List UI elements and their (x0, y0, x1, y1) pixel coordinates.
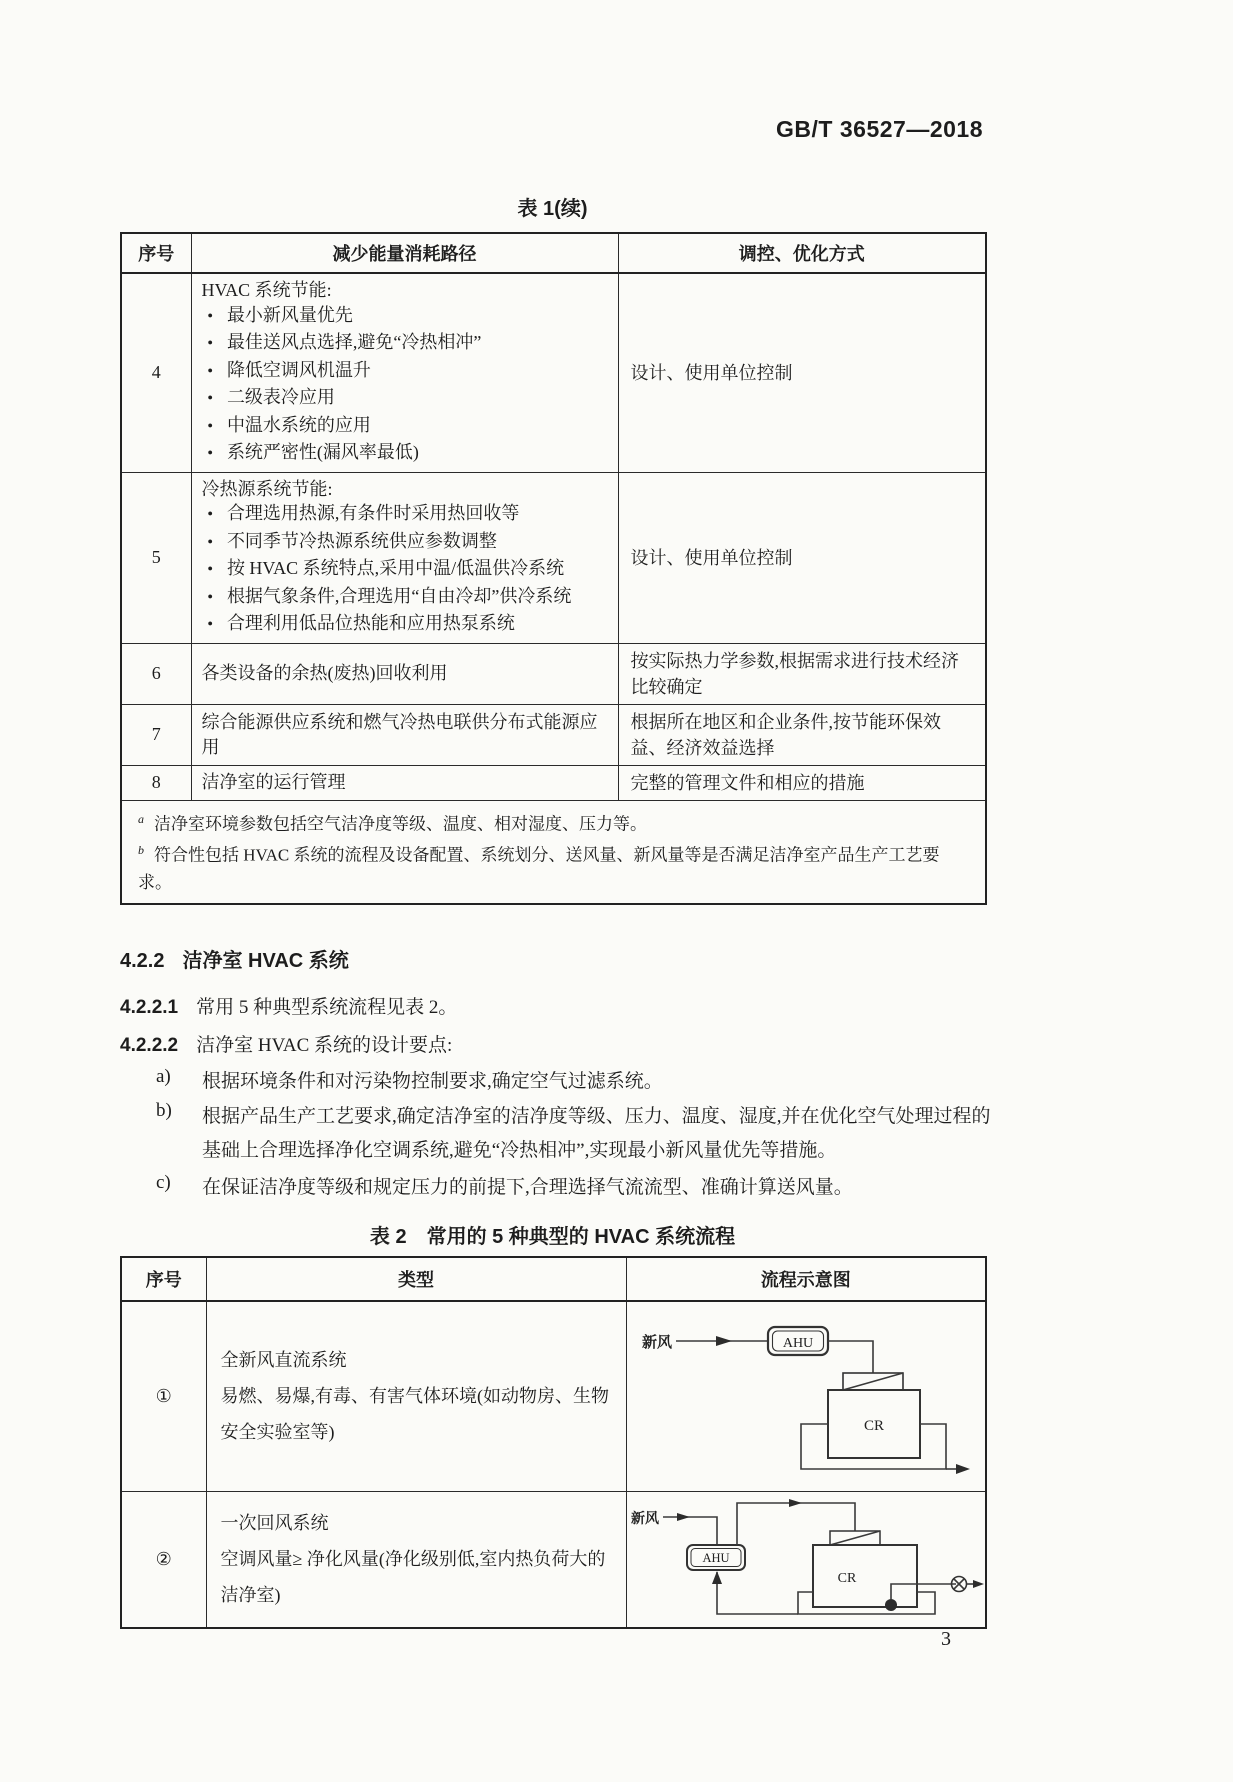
page-number: 3 (941, 1628, 951, 1650)
clause-4-2-2-2 (120, 1030, 452, 1057)
footnote-a-marker: a (138, 811, 144, 826)
clause-number: 4.2.2.1 (120, 997, 179, 1018)
list-label-a: a) (156, 1066, 171, 1087)
row7-path: 综合能源供应系统和燃气冷热电联供分布式能源应用 (191, 704, 618, 765)
flow-arrow-icon (716, 1336, 732, 1346)
row6-path: 各类设备的余热(废热)回收利用 (191, 643, 618, 704)
row8-control: 完整的管理文件和相应的措施 (618, 765, 986, 800)
bullet-item: ● 合理利用低品位热能和应用热泵系统 (202, 611, 608, 639)
clause-text: 常用 5 种典型系统流程见表 2。 (196, 997, 458, 1018)
filter-diagonal (830, 1531, 880, 1545)
return-duct (798, 1592, 935, 1614)
fresh-air-label: 新风 (630, 1511, 659, 1527)
table1-title: 表 1(续) (517, 198, 588, 220)
exhaust-arrow-icon (973, 1580, 984, 1588)
fan-icon (885, 1599, 897, 1611)
row8-no: 8 (121, 765, 191, 800)
fresh-air-duct (663, 1517, 717, 1545)
table2 (120, 1256, 987, 1629)
ahu-label: AHU (701, 1550, 730, 1565)
table1 (120, 232, 987, 905)
row6-no: 6 (121, 643, 191, 704)
list-item-a: 根据环境条件和对污染物控制要求,确定空气过滤系统。 (202, 1071, 663, 1092)
bullet-item: ● 合理选用热源,有条件时采用热回收等 (202, 501, 608, 529)
ahu-label: AHU (782, 1335, 813, 1351)
table2-row-1 (121, 1301, 986, 1491)
bullet-item: ● 最佳送风点选择,避免“冷热相冲” (202, 330, 608, 358)
table1-header-path: 减少能量消耗路径 (191, 233, 618, 273)
bullet-item: ● 中温水系统的应用 (202, 413, 608, 441)
row4-path (191, 273, 618, 472)
table1-row-6 (121, 643, 986, 704)
table1-row-5 (121, 472, 986, 643)
row4-control: 设计、使用单位控制 (618, 273, 986, 472)
table1-footnote-row (121, 800, 986, 904)
cleanroom-label: CR (837, 1570, 856, 1586)
list-label-b: b) (156, 1100, 172, 1121)
table2-header-no: 序号 (121, 1257, 206, 1301)
list-label-c: c) (156, 1172, 171, 1193)
t2row1-no: ① (121, 1301, 206, 1491)
primary-return-air-flow-diagram (629, 1494, 985, 1620)
cleanroom-box (813, 1545, 917, 1607)
system-type-desc: 空调风量≥ 净化风量(净化级别低,室内热负荷大的洁净室) (220, 1549, 606, 1605)
bullet-item: ● 根据气象条件,合理选用“自由冷却”供冷系统 (202, 584, 608, 612)
t2row2-no: ② (121, 1491, 206, 1628)
row7-no: 7 (121, 704, 191, 765)
section-title: 洁净室 HVAC 系统 (182, 950, 349, 972)
row6-control: 按实际热力学参数,根据需求进行技术经济比较确定 (618, 643, 986, 704)
return-arrow-icon (712, 1571, 722, 1584)
cleanroom-label: CR (863, 1417, 884, 1434)
duct-line (828, 1341, 873, 1373)
footnote-b-text: 符合性包括 HVAC 系统的流程及设备配置、系统划分、送风量、新风量等是否满足洁净室产品生产工艺要求。 (138, 845, 940, 892)
table1-row-4 (121, 273, 986, 472)
clause-number: 4.2.2.2 (120, 1035, 179, 1056)
footnote-b-marker: b (138, 843, 144, 858)
table1-row-7 (121, 704, 986, 765)
footnote-b (138, 837, 973, 896)
table2-header-type: 类型 (206, 1257, 626, 1301)
bullet-item: ● 按 HVAC 系统特点,采用中温/低温供冷系统 (202, 556, 608, 584)
table1-row-8 (121, 765, 986, 800)
t2row1-type (206, 1301, 626, 1491)
supply-duct (737, 1503, 855, 1545)
footnote-a-text: 洁净室环境参数包括空气洁净度等级、温度、相对湿度、压力等。 (154, 814, 647, 834)
row5-path (191, 472, 618, 643)
list-item-c: 在保证洁净度等级和规定压力的前提下,合理选择气流流型、准确计算送风量。 (202, 1177, 853, 1198)
flow-arrow-icon (677, 1513, 690, 1521)
row8-path: 洁净室的运行管理 (191, 765, 618, 800)
section-4-2-2-heading (120, 944, 349, 973)
table1-header-no: 序号 (121, 233, 191, 273)
list-item-b: 根据产品生产工艺要求,确定洁净室的洁净度等级、压力、温度、湿度,并在优化空气处理过程的基础上合理选择净化空调系统,避免“冷热相冲”,实现最小新风量优先等措施。 (202, 1106, 991, 1161)
table1-footnotes (121, 800, 986, 904)
table2-header-row (121, 1257, 986, 1301)
bullet-item: ● 二级表冷应用 (202, 385, 608, 413)
row5-path-title: 冷热源系统节能: (201, 478, 333, 499)
footnote-a (138, 806, 973, 838)
row7-control: 根据所在地区和企业条件,按节能环保效益、经济效益选择 (618, 704, 986, 765)
system-type-desc: 易燃、易爆,有毒、有害气体环境(如动物房、生物安全实验室等) (220, 1386, 609, 1443)
filter-diagonal (843, 1373, 903, 1390)
clause-text: 洁净室 HVAC 系统的设计要点: (196, 1035, 453, 1056)
row5-no: 5 (121, 472, 191, 643)
table1-header-control: 调控、优化方式 (618, 233, 986, 273)
clause-4-2-2-1 (120, 992, 457, 1019)
section-number: 4.2.2 (120, 950, 165, 972)
row5-control: 设计、使用单位控制 (618, 472, 986, 643)
bullet-item: ● 不同季节冷热源系统供应参数调整 (202, 529, 608, 557)
bullet-item: ● 最小新风量优先 (202, 303, 608, 331)
return-to-ahu-duct (717, 1572, 798, 1614)
t2row2-type (206, 1491, 626, 1628)
bullet-item: ● 系统严密性(漏风率最低) (202, 440, 608, 468)
table2-header-diagram: 流程示意图 (626, 1257, 986, 1301)
table2-row-2 (121, 1491, 986, 1628)
t2row1-diagram (626, 1301, 986, 1491)
full-fresh-air-flow-diagram (640, 1310, 972, 1478)
bullet-item: ● 降低空调风机温升 (202, 358, 608, 386)
fresh-air-label: 新风 (641, 1334, 672, 1351)
t2row2-diagram (626, 1491, 986, 1628)
row4-path-title: HVAC 系统节能: (201, 280, 332, 300)
table2-title: 表 2 常用的 5 种典型的 HVAC 系统流程 (369, 1226, 736, 1248)
exhaust-arrow-icon (956, 1464, 970, 1474)
system-type-name: 全新风直流系统 (220, 1350, 347, 1371)
row4-no: 4 (121, 273, 191, 472)
table1-header-row (121, 233, 986, 273)
system-type-name: 一次回风系统 (220, 1513, 329, 1533)
flow-arrow-icon (789, 1499, 802, 1507)
standard-number: GB/T 36527—2018 (776, 116, 983, 142)
